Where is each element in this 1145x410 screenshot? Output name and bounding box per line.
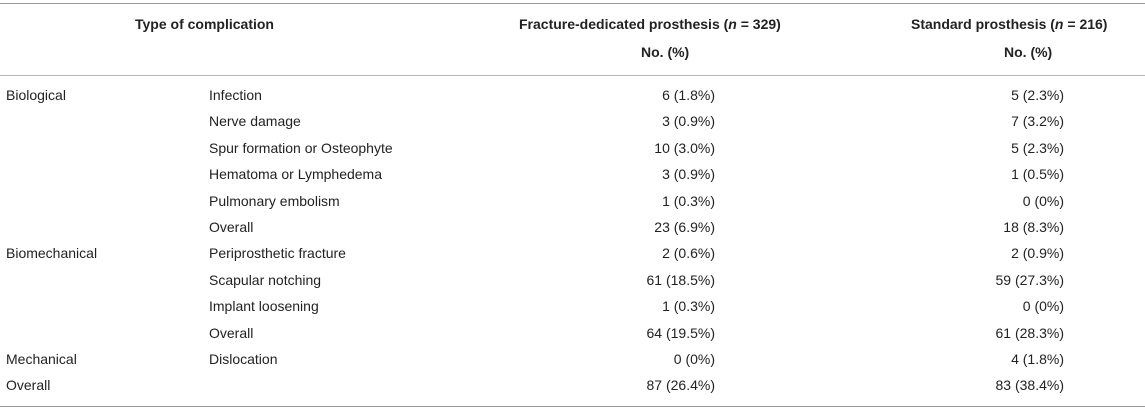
table-row xyxy=(0,219,1145,245)
fracture-value-cell: 61 (18.5%) xyxy=(646,272,715,288)
standard-value-cell: 0 (0%) xyxy=(1022,193,1064,209)
subtype-cell: Overall xyxy=(209,325,254,341)
category-cell: Biological xyxy=(6,87,66,103)
fracture-value-cell: 10 (3.0%) xyxy=(654,140,715,156)
category-cell: Overall xyxy=(6,377,51,393)
header-standard-n-var: n xyxy=(1054,16,1064,32)
subtype-cell: Periprosthetic fracture xyxy=(209,245,346,261)
header-standard-prosthesis xyxy=(911,16,1107,32)
fracture-value-cell: 23 (6.9%) xyxy=(654,219,715,235)
table-row xyxy=(0,351,1145,377)
table-row xyxy=(0,298,1145,324)
header-fracture-n-var: n xyxy=(728,16,737,32)
table-row xyxy=(0,245,1145,271)
standard-value-cell: 18 (8.3%) xyxy=(1003,219,1064,235)
subtype-cell: Implant loosening xyxy=(209,298,319,314)
fracture-value-cell: 87 (26.4%) xyxy=(646,377,715,393)
table-top-rule xyxy=(0,3,1145,4)
standard-value-cell: 61 (28.3%) xyxy=(995,325,1064,341)
standard-value-cell: 5 (2.3%) xyxy=(1011,87,1064,103)
subtype-cell: Dislocation xyxy=(209,351,278,367)
fracture-value-cell: 64 (19.5%) xyxy=(646,325,715,341)
category-cell: Mechanical xyxy=(6,351,77,367)
subtype-cell: Infection xyxy=(209,87,262,103)
standard-value-cell: 83 (38.4%) xyxy=(995,377,1064,393)
fracture-value-cell: 6 (1.8%) xyxy=(662,87,715,103)
category-cell: Biomechanical xyxy=(6,245,98,261)
table-row xyxy=(0,166,1145,192)
table-row xyxy=(0,377,1145,403)
header-fracture-prefix: Fracture-dedicated prosthesis ( xyxy=(519,16,729,32)
fracture-value-cell: 3 (0.9%) xyxy=(662,166,715,182)
table-row xyxy=(0,140,1145,166)
fracture-value-cell: 1 (0.3%) xyxy=(662,298,715,314)
table-bottom-rule xyxy=(0,406,1145,407)
fracture-value-cell: 2 (0.6%) xyxy=(662,245,715,261)
fracture-value-cell: 1 (0.3%) xyxy=(662,193,715,209)
header-divider-rule xyxy=(0,75,1145,76)
header-standard-prefix: Standard prosthesis ( xyxy=(911,16,1055,32)
header-standard-n-value: = 216) xyxy=(1063,16,1108,32)
subtype-cell: Overall xyxy=(209,219,254,235)
table-row xyxy=(0,113,1145,139)
standard-value-cell: 7 (3.2%) xyxy=(1011,113,1064,129)
fracture-value-cell: 0 (0%) xyxy=(673,351,715,367)
table-row xyxy=(0,87,1145,113)
standard-value-cell: 1 (0.5%) xyxy=(1011,166,1064,182)
header-type-of-complication: Type of complication xyxy=(135,16,274,32)
subtype-cell: Hematoma or Lymphedema xyxy=(209,166,383,182)
subtype-cell: Scapular notching xyxy=(209,272,322,288)
subtype-cell: Nerve damage xyxy=(209,113,301,129)
subtype-cell: Spur formation or Osteophyte xyxy=(209,140,393,156)
header-fracture-dedicated-prosthesis xyxy=(519,16,781,32)
header-fracture-n-value: = 329) xyxy=(736,16,781,32)
subtype-cell: Pulmonary embolism xyxy=(209,193,340,209)
standard-value-cell: 59 (27.3%) xyxy=(995,272,1064,288)
standard-value-cell: 5 (2.3%) xyxy=(1011,140,1064,156)
table-row xyxy=(0,325,1145,351)
header-standard-no-percent: No. (%) xyxy=(1004,44,1053,60)
fracture-value-cell: 3 (0.9%) xyxy=(662,113,715,129)
standard-value-cell: 4 (1.8%) xyxy=(1011,351,1064,367)
table-row xyxy=(0,193,1145,219)
standard-value-cell: 0 (0%) xyxy=(1022,298,1064,314)
header-fracture-no-percent: No. (%) xyxy=(641,44,690,60)
table-row xyxy=(0,272,1145,298)
standard-value-cell: 2 (0.9%) xyxy=(1011,245,1064,261)
